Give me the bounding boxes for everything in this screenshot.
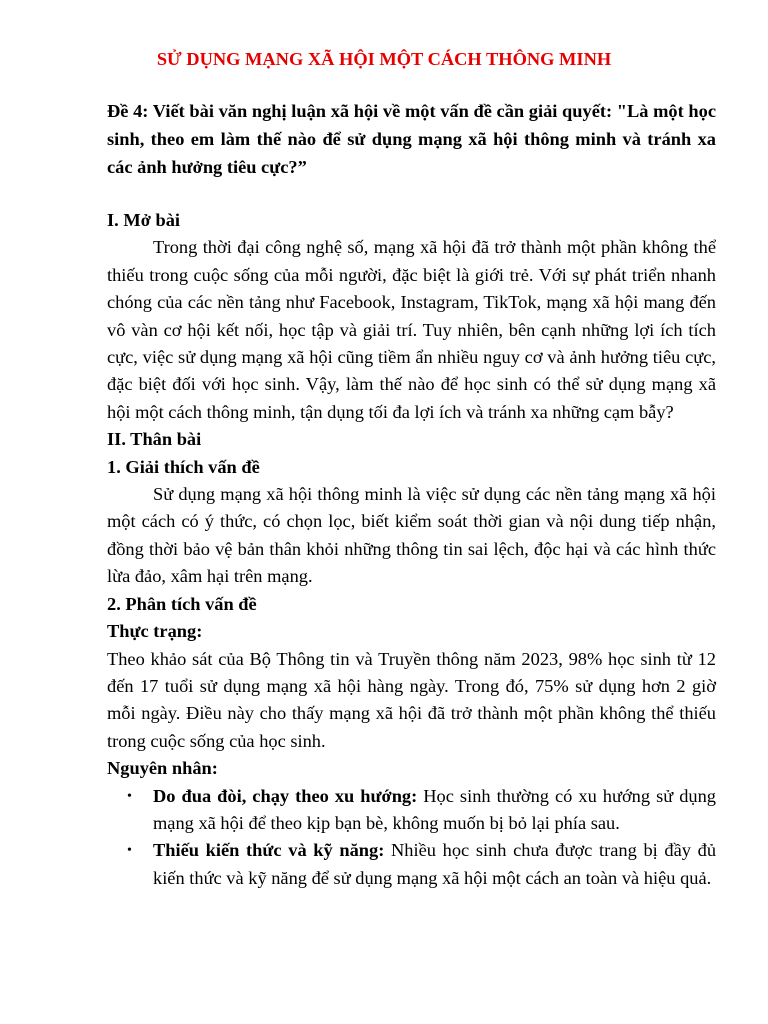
bullet-icon: •	[127, 788, 132, 804]
list-item	[107, 783, 716, 838]
document-title: SỬ DỤNG MẠNG XÃ HỘI MỘT CÁCH THÔNG MINH	[156, 49, 612, 69]
cause-label: Thiếu kiến thức và kỹ năng:	[153, 840, 385, 861]
cause-label: Do đua đòi, chạy theo xu hướng:	[153, 785, 418, 806]
explain-heading: 1. Giải thích vấn đề	[107, 456, 260, 477]
body-heading: II. Thân bài	[107, 429, 202, 450]
bullet-icon: •	[127, 843, 132, 859]
essay-content	[107, 207, 716, 892]
intro-heading: I. Mở bài	[107, 210, 181, 230]
status-heading: Thực trạng:	[107, 621, 203, 642]
causes-list	[107, 783, 716, 893]
intro-paragraph: Trong thời đại công nghệ số, mạng xã hội đã trở thành một phần không thể thiếu trong cuộc sống của mỗi người, đặc biệt là giới trẻ. Với sự phát triển nhanh chóng của các nền tảng như Facebook, Instagram, TikTok, mạng xã hội mang đến vô vàn cơ hội kết nối, học tập và giải trí. Tuy nhiên, bên cạnh những lợi ích tích cực, việc sử dụng mạng xã hội cũng tiềm ẩn nhiều nguy cơ và ảnh hưởng tiêu cực, đặc biệt đối với học sinh. Vậy, làm thế nào để học sinh có thể sử dụng mạng xã hội một cách thông minh, tận dụng tối đa lợi ích và tránh xa những cạm bẫy?	[107, 237, 716, 422]
cause-text: Nhiều học sinh chưa được trang bị đầy đủ kiến thức và kỹ năng để sử dụng mạng xã hội một cách an toàn và hiệu quả.	[153, 840, 717, 888]
causes-heading: Nguyên nhân:	[107, 758, 218, 779]
status-paragraph: Theo khảo sát của Bộ Thông tin và Truyền thông năm 2023, 98% học sinh từ 12 đến 17 tuổi sử dụng mạng xã hội hàng ngày. Trong đó, 75% sử dụng hơn 2 giờ mỗi ngày. Điều này cho thấy mạng xã hội đã trở thành một phần không thể thiếu trong cuộc sống của học sinh.	[107, 648, 716, 751]
essay-prompt: Đề 4: Viết bài văn nghị luận xã hội về một vấn đề cần giải quyết: "Là một học sinh, theo em làm thế nào để sử dụng mạng xã hội thông minh và tránh xa các ảnh hưởng tiêu cực?”	[107, 101, 716, 178]
explain-paragraph: Sử dụng mạng xã hội thông minh là việc sử dụng các nền tảng mạng xã hội một cách có ý thức, có chọn lọc, biết kiểm soát thời gian và nội dung tiếp nhận, đồng thời bảo vệ bản thân khỏi những thông tin sai lệch, độc hại và các hình thức lừa đảo, xâm hại trên mạng.	[107, 484, 716, 587]
analysis-heading: 2. Phân tích vấn đề	[107, 593, 257, 614]
cause-text: Học sinh thường có xu hướng sử dụng mạng xã hội để theo kịp bạn bè, không muốn bị bỏ lại phía sau.	[153, 785, 716, 833]
list-item	[107, 837, 716, 892]
